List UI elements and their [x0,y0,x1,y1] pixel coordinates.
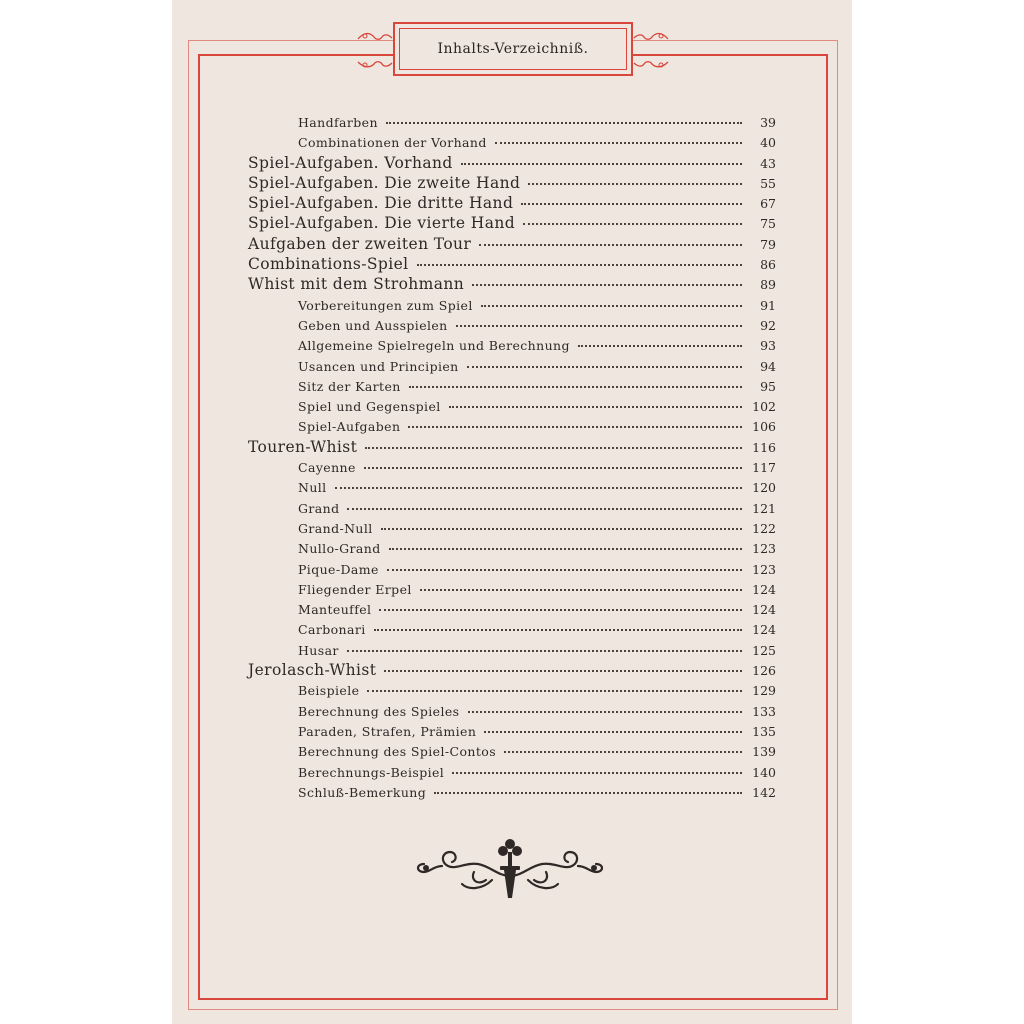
toc-entry-page: 133 [752,703,776,719]
toc-dot-leader [452,760,742,774]
toc-dot-leader [364,455,742,469]
toc-entry-title: Geben und Ausspielen [298,317,448,333]
flourish-bottom-left-icon [356,52,394,74]
toc-entry-page: 125 [752,642,776,658]
ornament-vignette-icon [412,836,608,902]
toc-entry-page: 40 [760,135,776,151]
toc-dot-leader [481,293,742,307]
toc-entry-page: 102 [752,399,776,415]
toc-dot-leader [374,617,742,631]
toc-entry-page: 106 [752,419,776,435]
toc-entry-page: 86 [760,257,776,273]
toc-entry-title: Berechnung des Spiel-Contos [298,744,497,760]
toc-dot-leader [417,252,742,266]
toc-dot-leader [386,110,742,124]
toc-entry-title: Pique-Dame [298,561,379,577]
toc-entry-page: 116 [752,439,776,455]
toc-entry-title: Beispiele [298,683,360,699]
toc-entry-title: Husar [298,642,339,658]
toc-entry-title: Aufgaben der zweiten Tour [248,234,472,253]
table-of-contents [248,113,776,803]
toc-entry-page: 135 [752,723,776,739]
toc-dot-leader [384,658,742,672]
toc-entry-page: 123 [752,561,776,577]
toc-entry-page: 93 [760,338,776,354]
toc-dot-leader [456,313,742,327]
toc-entry [248,783,776,803]
toc-entry-page: 142 [752,784,776,800]
toc-dot-leader [467,354,742,368]
toc-entry-page: 75 [760,216,776,232]
toc-entry-page: 95 [760,378,776,394]
toc-entry-page: 126 [752,663,776,679]
flourish-top-left-icon [356,28,394,50]
toc-dot-leader [367,678,742,692]
toc-entry-page: 122 [752,520,776,536]
toc-entry-title: Allgemeine Spielregeln und Berechnung [298,338,570,354]
toc-dot-leader [528,171,742,185]
toc-entry-page: 91 [760,297,776,313]
toc-dot-leader [408,414,742,428]
toc-entry-title: Spiel-Aufgaben. Die zweite Hand [248,173,521,192]
toc-entry-page: 121 [752,500,776,516]
toc-entry-title: Handfarben [298,115,378,130]
toc-entry-page: 55 [760,175,776,191]
toc-entry-title: Nullo-Grand [298,541,381,557]
toc-entry-page: 139 [752,744,776,760]
toc-dot-leader [420,577,742,591]
toc-dot-leader [504,739,742,753]
toc-dot-leader [347,496,742,510]
toc-entry-title: Spiel-Aufgaben. Die dritte Hand [248,194,514,213]
toc-entry-title: Touren-Whist [248,437,358,456]
toc-dot-leader [379,597,742,611]
flourish-top-right-icon [632,28,670,50]
toc-entry-page: 94 [760,358,776,374]
toc-entry-title: Spiel-Aufgaben [298,419,401,435]
toc-entry-page: 92 [760,317,776,333]
toc-dot-leader [484,719,742,733]
toc-dot-leader [381,516,742,530]
toc-entry-page: 129 [752,683,776,699]
toc-dot-leader [347,638,742,652]
toc-dot-leader [409,374,742,388]
toc-entry-title: Vorbereitungen zum Spiel [298,297,473,313]
toc-entry-title: Combinations-Spiel [248,255,409,274]
toc-entry-title: Paraden, Strafen, Prämien [298,723,477,739]
toc-entry-page: 120 [752,480,776,496]
toc-dot-leader [335,475,742,489]
toc-entry-title: Cayenne [298,460,356,476]
toc-entry-title: Carbonari [298,622,366,638]
toc-entry-page: 43 [760,155,776,171]
toc-entry-title: Null [298,480,327,496]
toc-dot-leader [479,232,742,246]
toc-entry-title: Usancen und Principien [298,358,459,374]
toc-entry-title: Grand-Null [298,520,373,536]
toc-dot-leader [521,191,742,205]
toc-dot-leader [434,780,742,794]
toc-entry-title: Spiel-Aufgaben. Die vierte Hand [248,214,516,233]
toc-dot-leader [523,211,742,225]
toc-dot-leader [461,151,742,165]
toc-entry-title: Whist mit dem Strohmann [248,275,465,294]
toc-entry-title: Combinationen der Vorhand [298,135,487,151]
toc-entry-title: Berechnungs-Beispiel [298,764,445,780]
toc-entry-title: Fliegender Erpel [298,581,412,597]
toc-entry-title: Spiel-Aufgaben. Vorhand [248,153,453,172]
toc-entry-page: 123 [752,541,776,557]
toc-entry-title: Manteuffel [298,602,372,618]
toc-entry-page: 67 [760,196,776,212]
toc-dot-leader [449,394,742,408]
toc-dot-leader [495,130,742,144]
toc-entry-page: 39 [760,115,776,130]
toc-dot-leader [468,699,743,713]
toc-entry-title: Berechnung des Spieles [298,703,460,719]
toc-dot-leader [389,536,742,550]
toc-entry-title: Sitz der Karten [298,378,401,394]
toc-entry-title: Spiel und Gegenspiel [298,399,441,415]
toc-entry-page: 124 [752,622,776,638]
title-box [393,22,633,76]
toc-dot-leader [387,557,742,571]
toc-entry-page: 89 [760,277,776,293]
toc-entry-title: Schluß-Bemerkung [298,784,427,800]
flourish-bottom-right-icon [632,52,670,74]
toc-dot-leader [472,272,742,286]
page-title: Inhalts-Verzeichniß. [437,41,589,57]
toc-entry-page: 117 [752,460,776,476]
toc-dot-leader [365,435,742,449]
toc-entry-page: 140 [752,764,776,780]
toc-entry-page: 79 [760,236,776,252]
toc-entry-page: 124 [752,602,776,618]
toc-dot-leader [578,333,742,347]
toc-entry-title: Jerolasch-Whist [248,661,377,680]
toc-entry-title: Grand [298,500,340,516]
toc-entry-page: 124 [752,581,776,597]
